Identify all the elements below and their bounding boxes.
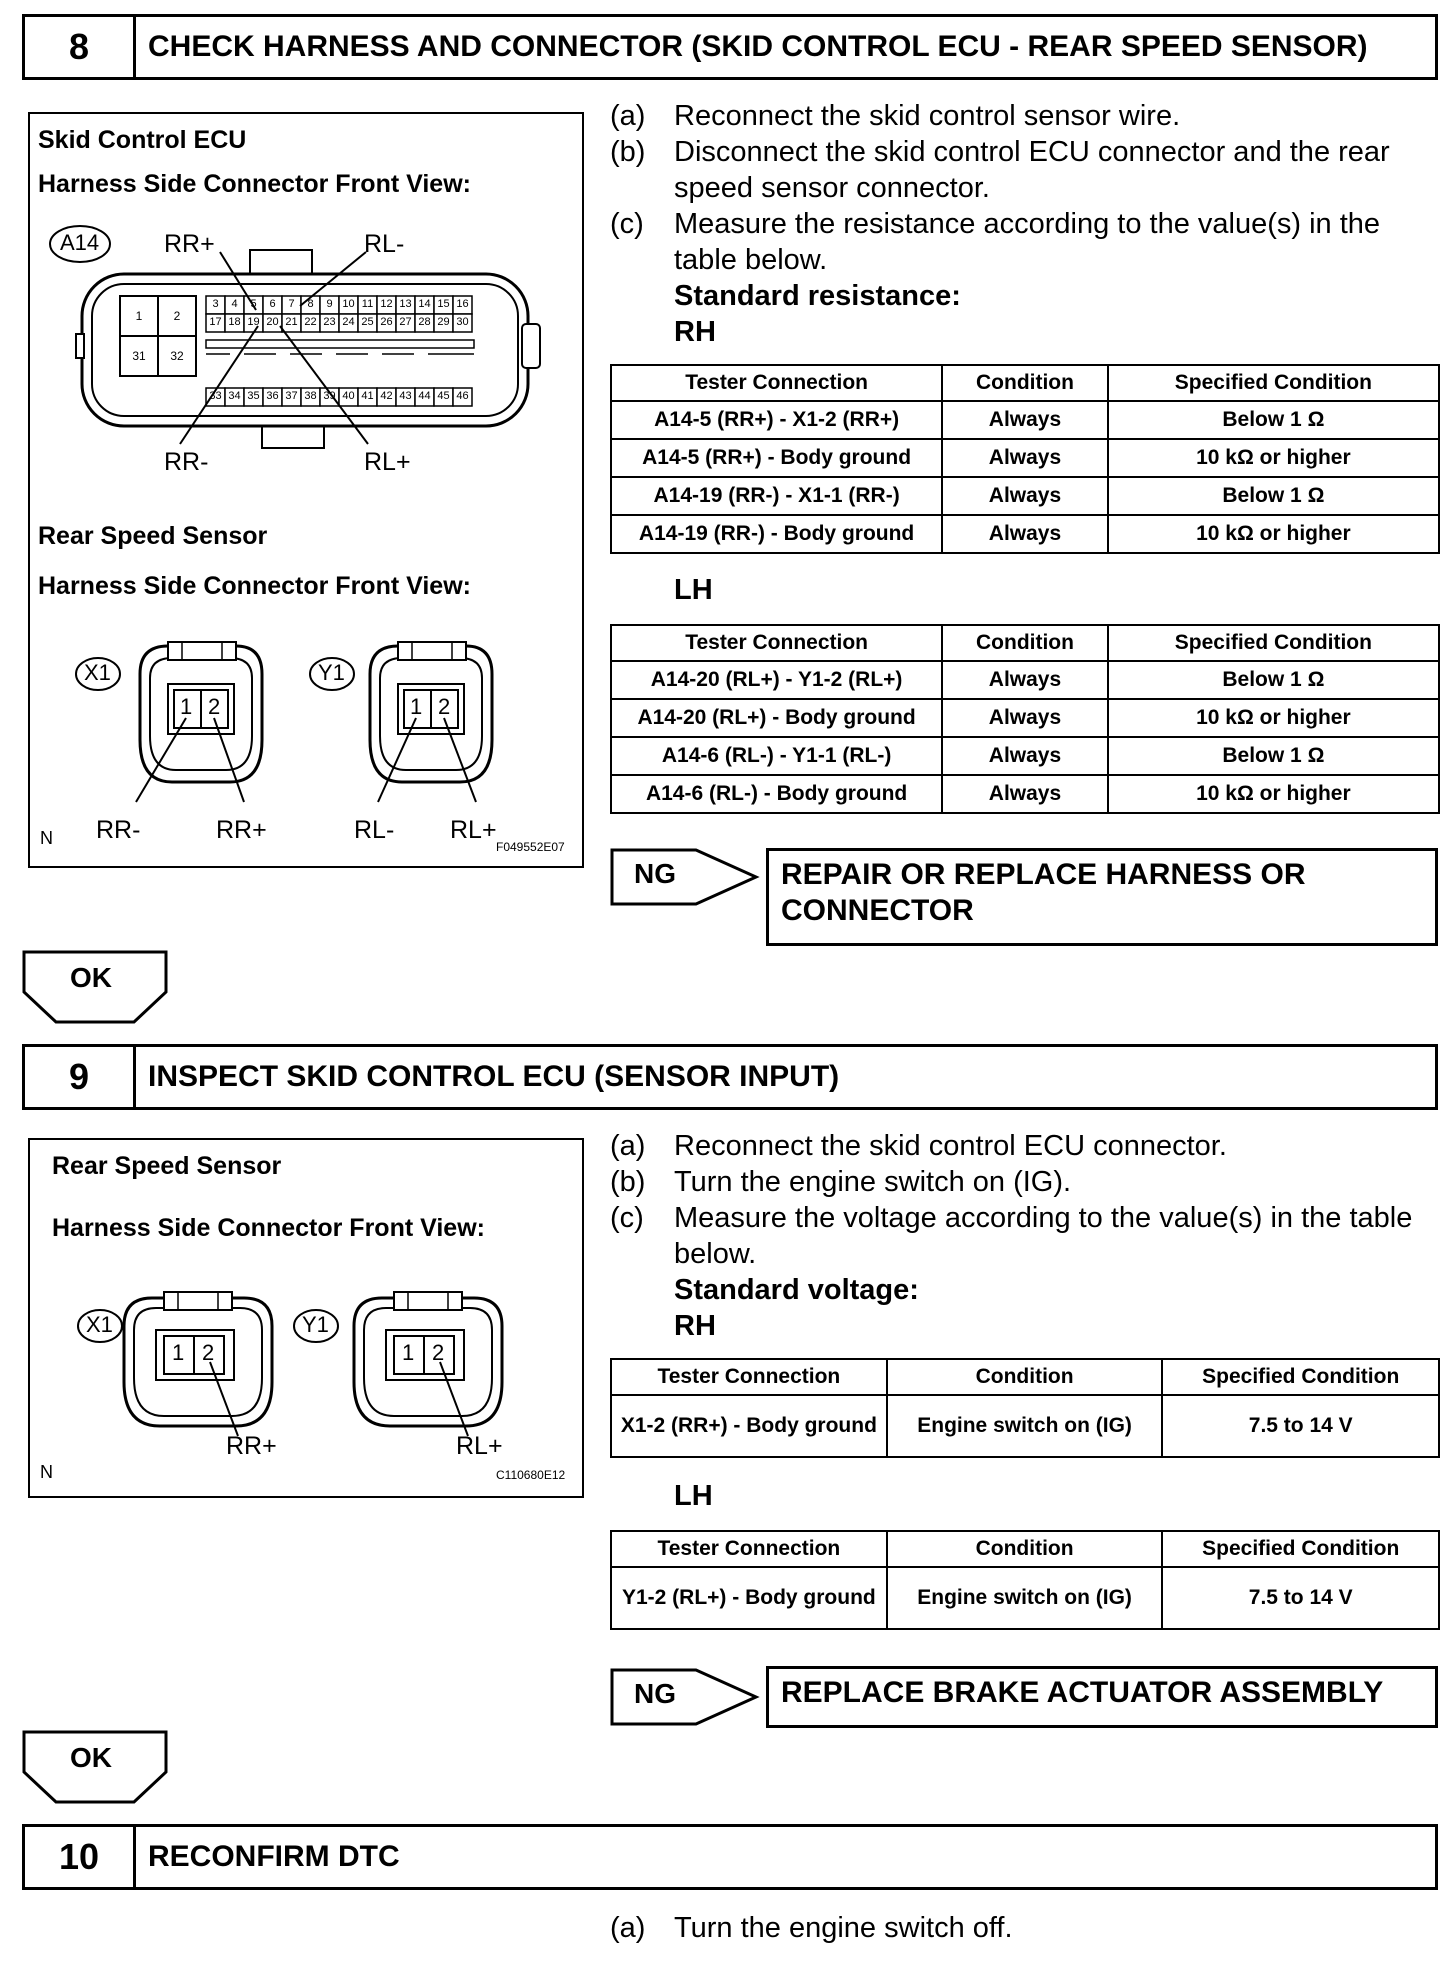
table-header-cell: Condition [887,1359,1163,1395]
figure-ecu-subtitle: Harness Side Connector Front View: [38,170,471,198]
table-header-cell: Tester Connection [611,1359,887,1395]
instruction-c: (c) Measure the voltage according to the value(s) in the table below. [610,1202,1413,1270]
pin-number: 39 [323,390,336,402]
table-row [611,1395,1439,1457]
table-header-cell: Condition [942,625,1108,661]
table-cell: Engine switch on (IG) [887,1567,1163,1629]
table-cell: 10 kΩ or higher [1108,699,1439,737]
pin-number: 12 [380,298,393,310]
table-cell: Always [942,661,1108,699]
step-title: INSPECT SKID CONTROL ECU (SENSOR INPUT) [148,1060,840,1093]
label-rl-minus: RL- [364,230,405,258]
lh-label: LH [674,1480,713,1512]
y1-pin-2: 2 [438,694,451,719]
label-x1-rr-plus: RR+ [216,816,267,844]
x1-pin-2: 2 [208,694,221,719]
ng-arrow-8 [610,848,760,906]
pin-number: 14 [418,298,431,310]
pin-number: 18 [228,316,241,328]
pin-number: 16 [456,298,469,310]
pin-number: 28 [418,316,431,328]
table-row [611,477,1439,515]
table-cell: Always [942,515,1108,553]
rh-label: RH [674,1310,716,1342]
pin-number: 3 [212,298,219,310]
table-cell: Always [942,439,1108,477]
figure-sensor-subtitle: Harness Side Connector Front View: [38,572,471,600]
table-header-cell: Condition [887,1531,1163,1567]
figure-code: F049552E07 [496,840,565,854]
figure-n-mark: N [40,1462,53,1482]
pin-number: 42 [380,390,393,402]
label-rl-plus: RL+ [456,1432,503,1460]
pin-number: 45 [437,390,450,402]
label-y1-rl-minus: RL- [354,816,395,844]
ok-label-8: OK [70,962,112,993]
pin-number: 26 [380,316,393,328]
instruction-b: (b) Disconnect the skid control ECU connector and the rear speed sensor connector. [610,136,1390,204]
pin-number: 5 [250,298,257,310]
table-cell: Below 1 Ω [1108,737,1439,775]
figure-sensor-title: Rear Speed Sensor [38,522,268,550]
pin-number: 20 [266,316,279,328]
pin-number: 43 [399,390,412,402]
pin-31: 31 [132,349,146,363]
instruction-b: (b) Turn the engine switch on (IG). [610,1166,1072,1198]
figure-code: C110680E12 [496,1468,566,1482]
table-cell: A14-6 (RL-) - Y1-1 (RL-) [611,737,942,775]
pin-number: 17 [209,316,222,328]
pin-number: 9 [326,298,333,310]
table-cell: Engine switch on (IG) [887,1395,1163,1457]
pin-number: 23 [323,316,336,328]
pin-number: 11 [361,298,374,310]
step-9-header [22,1044,1438,1110]
table-cell: 10 kΩ or higher [1108,439,1439,477]
table-row [611,401,1439,439]
ok-label-9: OK [70,1742,112,1773]
table-row [611,775,1439,813]
ng-label-9: NG [634,1678,676,1709]
table-header-cell: Tester Connection [611,1531,887,1567]
step-8-instructions [610,98,1440,350]
figure-n-mark: N [40,828,53,848]
pin-number: 4 [231,298,238,310]
label-rr-plus: RR+ [226,1432,277,1460]
table-cell: Y1-2 (RL+) - Body ground [611,1567,887,1629]
table-cell: 10 kΩ or higher [1108,775,1439,813]
pin-number: 6 [269,298,276,310]
table-row [611,699,1439,737]
pin-number: 27 [399,316,412,328]
table-cell: Always [942,775,1108,813]
connector-id-x1: X1 [86,1312,113,1337]
rh-label: RH [674,316,716,348]
table-cell: A14-5 (RR+) - Body ground [611,439,942,477]
label-rl-plus: RL+ [364,448,411,476]
table-cell: 7.5 to 14 V [1162,1567,1439,1629]
sensor-connector-figure [28,1138,584,1498]
standard-voltage-label: Standard voltage: [674,1274,919,1306]
table-header-cell: Specified Condition [1108,365,1439,401]
instruction-a: (a) Turn the engine switch off. [610,1912,1013,1944]
pin-number: 15 [437,298,450,310]
table-cell: A14-6 (RL-) - Body ground [611,775,942,813]
ng-arrow-9 [610,1668,760,1726]
pin-2: 2 [173,309,181,323]
y1-pin-1: 1 [402,1340,415,1365]
instruction-a: (a) Reconnect the skid control ECU connector. [610,1130,1227,1162]
table-cell: A14-19 (RR-) - X1-1 (RR-) [611,477,942,515]
figure-sensor-subtitle: Harness Side Connector Front View: [52,1214,485,1242]
pin-number: 30 [456,316,469,328]
table-cell: Below 1 Ω [1108,401,1439,439]
table-header-cell: Specified Condition [1162,1359,1439,1395]
table-cell: Always [942,477,1108,515]
connector-id-a14: A14 [60,230,100,255]
table-cell: A14-20 (RL+) - Body ground [611,699,942,737]
x1-pin-1: 1 [172,1340,185,1365]
connector-id-x1: X1 [84,660,111,685]
step-number: 9 [25,1047,136,1107]
pin-number: 29 [437,316,450,328]
step-title: CHECK HARNESS AND CONNECTOR (SKID CONTROL ECU - REAR SPEED SENSOR) [148,30,1368,63]
pin-number: 21 [285,316,298,328]
figure-sensor-title: Rear Speed Sensor [52,1152,282,1180]
table-header-cell: Specified Condition [1162,1531,1439,1567]
pin-number: 41 [361,390,374,402]
x1-pin-2: 2 [202,1340,215,1365]
step-9-instructions [610,1128,1440,1344]
ecu-connector-drawing [30,114,582,866]
table-cell: Below 1 Ω [1108,477,1439,515]
table-cell: Always [942,699,1108,737]
table-row [611,661,1439,699]
table-cell: Always [942,401,1108,439]
table-header-cell: Tester Connection [611,625,942,661]
table-row [611,439,1439,477]
table-header-cell: Specified Condition [1108,625,1439,661]
pin-number: 25 [361,316,374,328]
ng-label-8: NG [634,858,676,889]
pin-number: 8 [307,298,314,310]
lh-resistance-table [610,624,1440,814]
table-row [611,515,1439,553]
connector-id-y1: Y1 [318,660,345,685]
pin-number: 13 [399,298,412,310]
pin-number: 38 [304,390,317,402]
pin-number: 10 [342,298,355,310]
table-cell: 7.5 to 14 V [1162,1395,1439,1457]
y1-pin-1: 1 [410,694,423,719]
step-number: 8 [25,17,136,77]
table-row [611,737,1439,775]
rh-resistance-table [610,364,1440,554]
step-title: RECONFIRM DTC [148,1840,400,1873]
standard-resistance-label: Standard resistance: [674,280,961,312]
pin-number: 36 [266,390,279,402]
rh-voltage-table [610,1358,1440,1458]
pin-number: 22 [304,316,317,328]
pin-number: 24 [342,316,355,328]
table-cell: A14-20 (RL+) - Y1-2 (RL+) [611,661,942,699]
instruction-a: (a) Reconnect the skid control sensor wire. [610,100,1181,132]
pin-number: 34 [228,390,241,402]
pin-number: 44 [418,390,431,402]
figure-ecu-title: Skid Control ECU [38,126,247,154]
step-10-header [22,1824,1438,1890]
label-rr-minus: RR- [164,448,209,476]
table-cell: 10 kΩ or higher [1108,515,1439,553]
pin-number: 46 [456,390,469,402]
step-10-instructions [610,1910,1440,1946]
y1-pin-2: 2 [432,1340,445,1365]
label-x1-rr-minus: RR- [96,816,141,844]
label-y1-rl-plus: RL+ [450,816,497,844]
pin-number: 35 [247,390,260,402]
pin-number: 33 [209,390,222,402]
x1-pin-1: 1 [180,694,193,719]
pin-32: 32 [170,349,184,363]
lh-voltage-table [610,1530,1440,1630]
pin-number: 37 [285,390,298,402]
pin-1: 1 [135,309,143,323]
ng-action-8: REPAIR OR REPLACE HARNESS OR CONNECTOR [766,848,1438,946]
table-cell: A14-19 (RR-) - Body ground [611,515,942,553]
connector-id-y1: Y1 [302,1312,329,1337]
pin-number: 19 [247,316,260,328]
pin-number: 40 [342,390,355,402]
table-cell: Below 1 Ω [1108,661,1439,699]
ng-action-9: REPLACE BRAKE ACTUATOR ASSEMBLY [766,1666,1438,1728]
table-cell: X1-2 (RR+) - Body ground [611,1395,887,1457]
table-cell: Always [942,737,1108,775]
step-number: 10 [25,1827,136,1887]
instruction-c: (c) Measure the resistance according to the value(s) in the table below. [610,208,1381,276]
ecu-connector-figure [28,112,584,868]
label-rr-plus: RR+ [164,230,215,258]
table-row [611,1567,1439,1629]
table-header-cell: Tester Connection [611,365,942,401]
table-cell: A14-5 (RR+) - X1-2 (RR+) [611,401,942,439]
lh-label: LH [674,574,713,606]
step-8-header [22,14,1438,80]
pin-number: 7 [288,298,295,310]
table-header-cell: Condition [942,365,1108,401]
